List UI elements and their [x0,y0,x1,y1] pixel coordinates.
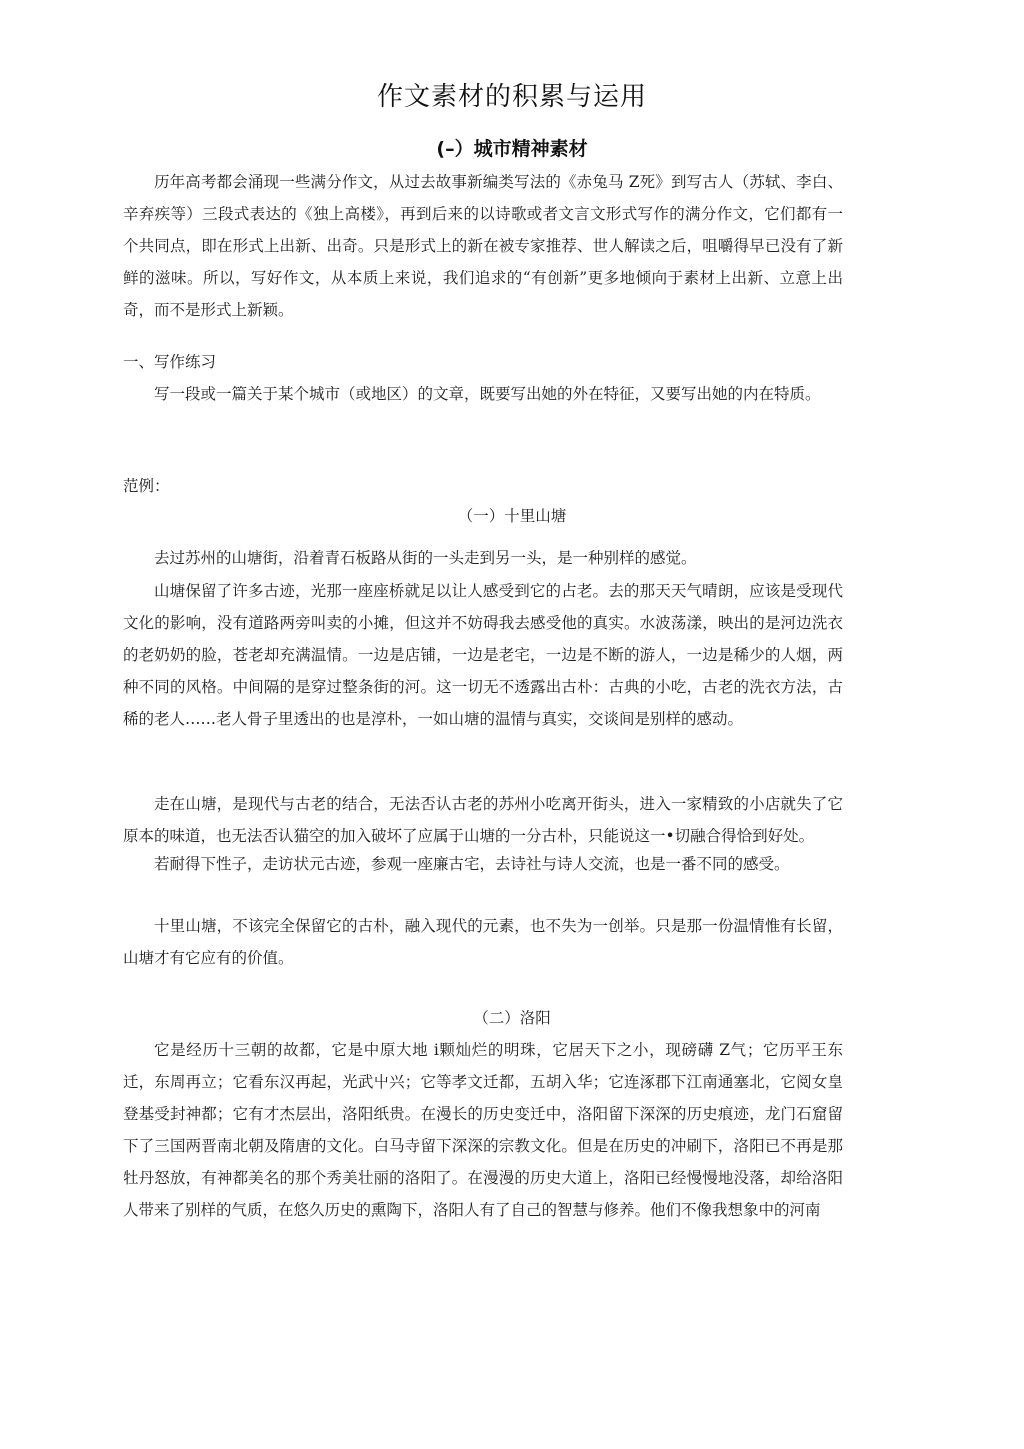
example1-paragraph-3: 走在山塘，是现代与古老的结合，无法否认古老的苏州小吃离开街头，进入一家精致的小店就失了它原本的味道，也无法否认猫空的加入破坏了应属于山塘的一分古朴，只能说这一•切融合得恰到好处。 [123,795,843,845]
example1-paragraph-5: 十里山塘，不该完全保留它的古朴，融入现代的元素，也不失为一创举。只是那一份温情惟有长留，山塘才有它应有的价值。 [123,917,843,967]
example1-paragraph-4: 若耐得下性子，走访状元古迹，参观一座廉古宅，去诗社与诗人交流，也是一番不同的感受。 [154,855,790,873]
example1-paragraph-1: 去过苏州的山塘街，沿着青石板路从街的一头走到另一头，是一种别样的感觉。 [154,549,697,567]
section-heading-exercise: 一、写作练习 [123,353,217,371]
example2-paragraph: 它是经历十三朝的故都，它是中原大地 i颗灿烂的明珠，它居天下之小，现磅礴 Z气；它历平王东迁，东周再立；它看东汉再起，光武屮兴；它等孝文迁都，五胡入华；它连涿郡下江南通塞北，它阅女皇登基受封神都；它有才杰层出，洛阳纸贵。在漫长的历史变迁中，洛阳留下深深的历史痕迹，龙门石窟留下了三国两晋南北朝及隋唐的文化。白马寺留下深深的宗教文化。但是在历史的冲刷下，洛阳已不再是那牡丹怒放，有神都美名的那个秀美壮丽的洛阳了。在漫漫的历史大道上，洛阳已经慢慢地没落，却给洛阳人带来了别样的气质，在悠久历史的熏陶下，洛阳人有了自己的智慧与修养。他们不像我想象中的河南 [123,1041,843,1219]
exercise-paragraph: 写一段或一篇关于某个城市（或地区）的文章，既要写出她的外在特征，又要写出她的内在特质。 [154,385,821,403]
document-title: 作文素材的积累与运用 [376,82,647,112]
section-subtitle: (–）城市精神素材 [436,138,588,160]
intro-paragraph: 历年高考都会涌现一些满分作文，从过去故事新编类写法的《赤兔马 Z死》到写古人（苏轼、李白、辛弃疾等）三段式表达的《独上高楼》，再到后来的以诗歌或者文言文形式写作的满分作文，它们都有一个共同点，即在形式上出新、出奇。只是形式上的新在被专家推荐、世人解读之后，咀嚼得早已没有了新鲜的滋味。所以，写好作文，从本质上来说，我们追求的“有创新”更多地倾向于素材上出新、立意上出奇，而不是形式上新颖。 [123,173,843,319]
example1-paragraph-2: 山塘保留了许多古迹，光那一座座桥就足以让人感受到它的占老。去的那天天气晴朗，应该是受现代文化的影响，没有道路两旁叫卖的小摊，但这并不妨碍我去感受他的真实。水波荡漾，映出的是河边洗衣的老奶奶的脸，苍老却充满温情。一边是店铺，一边是老宅，一边是不断的游人，一边是稀少的人烟，两种不同的风格。中间隔的是穿过整条街的河。这一切无不透露出古朴：古典的小吃，古老的洗衣方法，古稀的老人……老人骨子里透出的也是淳朴，一如山塘的温情与真实，交谈间是别样的感动。 [123,582,843,728]
example1-title: （一）十里山塘 [457,507,567,525]
examples-label: 范例： [123,477,170,495]
example2-title: （二）洛阳 [473,1009,551,1027]
